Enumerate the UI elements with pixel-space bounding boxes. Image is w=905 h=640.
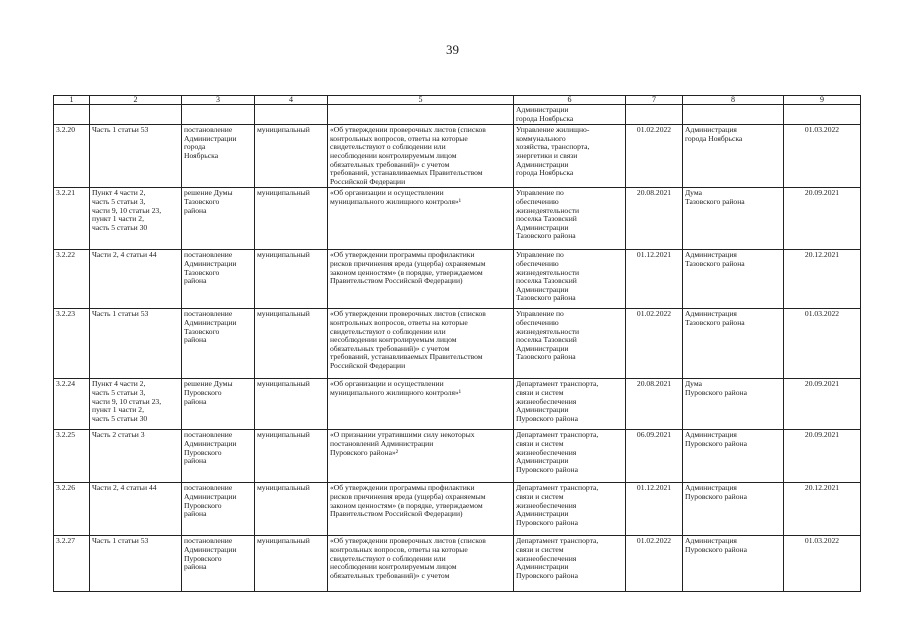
header-cell: 6 — [514, 96, 626, 105]
header-cell: 7 — [626, 96, 683, 105]
legal-basis: Пункт 4 части 2, часть 5 статьи 3, части 9, 10 статьи 23, пункт 1 части 2, часть 5 статьи 30 — [90, 188, 182, 250]
level: муниципальный — [255, 483, 328, 536]
date-drafting: 20.08.2021 — [626, 188, 683, 250]
adopting-body: Администрация Тазовского района — [683, 309, 784, 379]
regulation-table — [53, 95, 861, 592]
row-number: 3.2.24 — [54, 379, 90, 430]
table-row — [54, 483, 861, 536]
level: муниципальный — [255, 188, 328, 250]
act-type: решение Думы Тазовского района — [182, 188, 255, 250]
date-adoption: 01.03.2022 — [784, 309, 861, 379]
continuation-cell: Администрации города Ноябрьска — [514, 105, 626, 125]
responsible-body: Департамент транспорта, связи и систем жизнеобеспечения Администрации Пуровского района — [514, 379, 626, 430]
table-row — [54, 379, 861, 430]
table-row — [54, 309, 861, 379]
table-cell — [255, 105, 328, 125]
header-cell: 2 — [90, 96, 182, 105]
act-title: «Об утверждении программы профилактики рисков причинения вреда (ущерба) охраняемым законом ценностям» (в порядке, утверждаемом Правительством Российской Федерации) — [328, 483, 514, 536]
act-title: «О признании утратившими силу некоторых постановлений Администрации Пуровского района»² — [328, 430, 514, 483]
adopting-body: Дума Тазовского района — [683, 188, 784, 250]
row-number: 3.2.22 — [54, 250, 90, 309]
date-adoption: 20.12.2021 — [784, 250, 861, 309]
act-title: «Об организации и осуществлении муниципального жилищного контроля»¹ — [328, 379, 514, 430]
date-adoption: 20.09.2021 — [784, 430, 861, 483]
row-number: 3.2.27 — [54, 536, 90, 592]
row-number: 3.2.26 — [54, 483, 90, 536]
responsible-body: Департамент транспорта, связи и систем жизнеобеспечения Администрации Пуровского района — [514, 483, 626, 536]
act-title: «Об утверждении проверочных листов (списков контрольных вопросов, ответы на которые свидетельствуют о соблюдении или несоблюдении контролируемым лицом обязательных требований)» с учетом требований, устанавливаемых Правительством Российской Федерации — [328, 125, 514, 188]
table-cell — [90, 105, 182, 125]
adopting-body: Администрация города Ноябрьска — [683, 125, 784, 188]
date-drafting: 01.02.2022 — [626, 125, 683, 188]
row-number: 3.2.20 — [54, 125, 90, 188]
legal-basis: Пункт 4 части 2, часть 5 статьи 3, части 9, 10 статьи 23, пункт 1 части 2, часть 5 статьи 30 — [90, 379, 182, 430]
act-type: постановление Администрации Пуровского района — [182, 483, 255, 536]
table-row — [54, 430, 861, 483]
responsible-body: Департамент транспорта, связи и систем жизнеобеспечения Администрации Пуровского района — [514, 536, 626, 592]
responsible-body: Управление по обеспечению жизнедеятельности поселка Тазовский Администрации Тазовского района — [514, 250, 626, 309]
legal-basis: Часть 1 статьи 53 — [90, 536, 182, 592]
legal-basis: Часть 1 статьи 53 — [90, 125, 182, 188]
header-cell: 9 — [784, 96, 861, 105]
responsible-body: Управление по обеспечению жизнедеятельности поселка Тазовский Администрации Тазовского района — [514, 309, 626, 379]
responsible-body: Департамент транспорта, связи и систем жизнеобеспечения Администрации Пуровского района — [514, 430, 626, 483]
header-cell: 4 — [255, 96, 328, 105]
act-type: решение Думы Пуровского района — [182, 379, 255, 430]
legal-basis: Часть 1 статьи 53 — [90, 309, 182, 379]
table-row — [54, 250, 861, 309]
level: муниципальный — [255, 309, 328, 379]
date-adoption: 01.03.2022 — [784, 536, 861, 592]
act-type: постановление Администрации Тазовского района — [182, 250, 255, 309]
level: муниципальный — [255, 250, 328, 309]
header-cell: 8 — [683, 96, 784, 105]
header-cell: 5 — [328, 96, 514, 105]
responsible-body: Управление по обеспечению жизнедеятельности поселка Тазовский Администрации Тазовского района — [514, 188, 626, 250]
page-number: 39 — [446, 42, 459, 57]
legal-basis: Части 2, 4 статьи 44 — [90, 483, 182, 536]
date-adoption: 01.03.2022 — [784, 125, 861, 188]
header-cell: 1 — [54, 96, 90, 105]
legal-basis: Части 2, 4 статьи 44 — [90, 250, 182, 309]
table-row — [54, 125, 861, 188]
date-adoption: 20.12.2021 — [784, 483, 861, 536]
adopting-body: Администрация Тазовского района — [683, 250, 784, 309]
table-cell — [182, 105, 255, 125]
adopting-body: Дума Пуровского района — [683, 379, 784, 430]
act-type: постановление Администрации Пуровского района — [182, 536, 255, 592]
act-title: «Об утверждении программы профилактики рисков причинения вреда (ущерба) охраняемым законом ценностям» (в порядке, утверждаемом Правительством Российской Федерации) — [328, 250, 514, 309]
table-cell — [626, 105, 683, 125]
act-type: постановление Администрации Тазовского района — [182, 309, 255, 379]
header-row — [54, 96, 861, 105]
date-drafting: 20.08.2021 — [626, 379, 683, 430]
level: муниципальный — [255, 536, 328, 592]
level: муниципальный — [255, 125, 328, 188]
act-title: «Об организации и осуществлении муниципального жилищного контроля»¹ — [328, 188, 514, 250]
level: муниципальный — [255, 430, 328, 483]
adopting-body: Администрация Пуровского района — [683, 483, 784, 536]
table-cell — [54, 105, 90, 125]
act-type: постановление Администрации города Ноябрьска — [182, 125, 255, 188]
level: муниципальный — [255, 379, 328, 430]
responsible-body: Управление жилищно- коммунального хозяйства, транспорта, энергетики и связи Администрации города Ноябрьска — [514, 125, 626, 188]
row-number: 3.2.21 — [54, 188, 90, 250]
act-title: «Об утверждении проверочных листов (списков контрольных вопросов, ответы на которые свидетельствуют о соблюдении или несоблюдении контролируемым лицом обязательных требований)» с учетом требований, устанавливаемых Правительством Российской Федерации — [328, 309, 514, 379]
date-adoption: 20.09.2021 — [784, 379, 861, 430]
table-row — [54, 536, 861, 592]
date-drafting: 06.09.2021 — [626, 430, 683, 483]
date-adoption: 20.09.2021 — [784, 188, 861, 250]
row-number: 3.2.23 — [54, 309, 90, 379]
legal-basis: Часть 2 статьи 3 — [90, 430, 182, 483]
table-cell — [784, 105, 861, 125]
table-cell — [328, 105, 514, 125]
table-cell — [683, 105, 784, 125]
date-drafting: 01.12.2021 — [626, 483, 683, 536]
table-row — [54, 188, 861, 250]
act-type: постановление Администрации Пуровского района — [182, 430, 255, 483]
date-drafting: 01.02.2022 — [626, 536, 683, 592]
adopting-body: Администрация Пуровского района — [683, 536, 784, 592]
date-drafting: 01.12.2021 — [626, 250, 683, 309]
act-title: «Об утверждении проверочных листов (списков контрольных вопросов, ответы на которые свидетельствуют о соблюдении или несоблюдении контролируемым лицом обязательных требований)» с учетом — [328, 536, 514, 592]
date-drafting: 01.02.2022 — [626, 309, 683, 379]
row-number: 3.2.25 — [54, 430, 90, 483]
header-cell: 3 — [182, 96, 255, 105]
adopting-body: Администрация Пуровского района — [683, 430, 784, 483]
continuation-row — [54, 105, 861, 125]
